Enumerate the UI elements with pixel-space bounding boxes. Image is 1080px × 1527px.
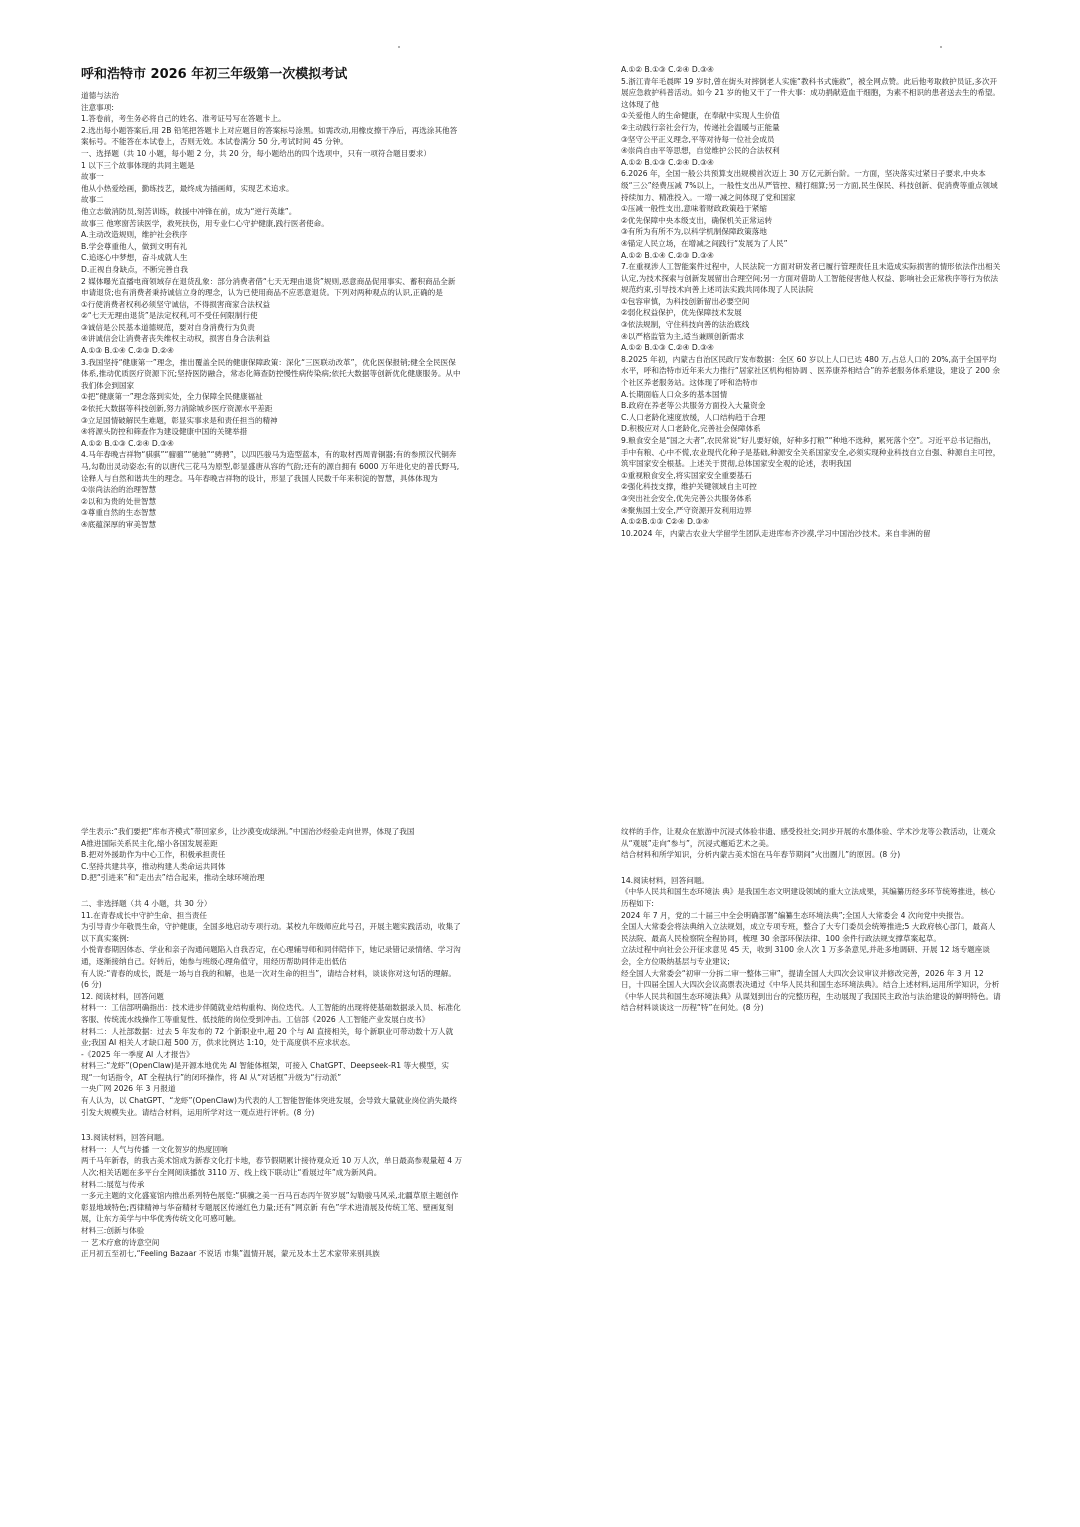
text-line: ①包容审慎，为科技创新留出必要空间	[621, 296, 750, 306]
text-line: ④聚焦国土安全,严守资源开发利用边界	[621, 505, 752, 515]
text-line: ④以严格监管为主,适当兼顾创新需求	[621, 331, 745, 341]
page-quadrant-bottom-left	[81, 826, 463, 1260]
text-line: 有人说:“青春的成长，既是一场与自我的和解，也是一次对生命的担当”，请结合材料，谈谈你对这句话的理解。(6 分)	[81, 968, 456, 990]
text-line: C.追逐心中梦想，奋斗成就人生	[81, 253, 188, 263]
text-line: 一 艺术疗愈的诗意空间	[81, 1237, 160, 1247]
text-line: ④崇尚自由平等思想，自觉维护公民的合法权利	[621, 146, 780, 156]
text-line: 材料二:展览与传承	[81, 1179, 145, 1189]
text-line: D.积极应对人口老龄化,完善社会保障体系	[621, 424, 761, 434]
text-line: 材料三:创新与体验	[81, 1226, 145, 1235]
text-line: 结合材料和所学知识，分析内蒙古美术馆在马年春节期间“火出圈儿”的原因。(8 分)	[621, 850, 901, 860]
text-line: 经全国人大常委会“初审一分拆二审一整体三审”，提请全国人大四次会议审议并修改完善，2026 年 3 月 12 日，十四届全国人大四次会议高票表决通过《中华人民共和国生态环境法典》。结合上述材料,运用所学知识，分析《中华人民共和国生态环境法典》从谋划到出台的完整历程，生动展现了我国民主政治与法治建设的鲜明特色。请结合材料谈谈这一历程“特”在何处。(8 分)	[621, 968, 1001, 1013]
text-line: 8.2025 年初，内蒙古自治区民政厅发布数据：全区 60 岁以上人口已达 480 万,占总人口的 20%,高于全国平均水平，呼和浩特市近年来大力推行“居家社区机构相协调 、医养康养相结合”的养老服务体系建设，建设了 200 余个社区养老服务站。这体现了呼和浩特市	[621, 354, 1000, 388]
text-line: ②依托大数据等科技创新,努力消除城乡医疗资源水平差距	[81, 404, 273, 414]
text-line: 9.粮食安全是“国之大者”,农民常说“好儿要好娘，好种多打粮”“种地不选种，累死落个空”。习近平总书记指出，手中有粮、心中不慌,农业现代化种子是基础,种源安全关系国家安全,必须实现种业科技自立自强、种源自主可控，筑牢国家安全根基。上述关于贯彻,总体国家安全观的论述，表明我国	[621, 436, 1001, 469]
text-line: ③诚信是公民基本道德规范，要对自身消费行为负责	[81, 322, 255, 332]
text-line: 一、选择题（共 10 小题，每小题 2 分，共 20 分，每小题给出的四个选项中，只有一项符合题目要求）	[81, 148, 431, 158]
text-line: 注意事项:	[81, 102, 114, 112]
text-line: ④锚定人民立场，在增减之间践行“发展为了人民”	[621, 238, 788, 248]
text-line: C.坚持共建共享，推动构建人类命运共同体	[81, 861, 226, 871]
text-line: 小悦青春期因体态、学业和亲子沟通问题陷入自我否定，在心理辅导师和同伴陪伴下，她记录错记录情绪、学习沟通，逐渐接纳自己。好转后，她参与班级心理角值守，用经历帮助同伴走出低估	[81, 945, 461, 966]
text-line: B.学会尊重他人，做到文明有礼	[81, 241, 188, 251]
exam-title: 呼和浩特市 2026 年初三年级第一次模拟考试	[81, 67, 348, 82]
text-line: 材料三:“龙虾”(OpenClaw)是开源本地优先 AI 智能体框架，可接入 ChatGPT、Deepseek-R1 等大模型，实现“一句话指令，AT 全程执行”的闭环操作，将 AI 从“对话框”升级为“行动派”	[81, 1061, 450, 1082]
text-line: 故事二	[81, 195, 104, 205]
text-line: 为引导青少年敬畏生命，守护健康，全国多地启动专项行动。某校九年级师应此号召，开展主题实践活动，收集了以下真实案例:	[81, 922, 461, 943]
text-line: ②强化科技支撑，维护关键领域自主可控	[621, 482, 757, 492]
text-line: A.主动改造规则，维护社会秩序	[81, 230, 188, 240]
spacer	[621, 861, 1001, 875]
text-line: A.①③ B.①④ C.②③ D.②④	[81, 346, 174, 356]
text-line: 4.马年春晚吉祥物“骐骐”“骝骝”“驰驰”“骋骋”，以四匹骏马为造型蓝本，有的取材西周青铜器;有的参照汉代铜奔马,勾勒出灵动姿态;有的以唐代三花马为原型,彰显盛唐从容的气韵;还有的源自拥有 6000 万年进化史的普氏野马,诠释人与自然和谐共生的理念。马年春晚吉祥物的设计，形显了我国人民数千年来积淀的智慧，具体体现为	[81, 450, 460, 483]
text-line: 5.浙江青年毛晨晖 19 岁时,曾在街头对摔倒老人实施“教科书式施救”，被全网点赞。此后他考取救护员证,多次开展应急救护科普活动。如今 21 岁的他又干了一件大事：成功捐献造血干细胞，为素不相识的患者送去生的希望。这体现了他	[621, 76, 1000, 109]
text-line: D.把“引进来”和“走出去”结合起来，推动全球环境治理	[81, 873, 265, 883]
text-line: 正月初五至初七,“Feeling Bazaar 不说话 市集”温情开展，蒙元及本土艺术家带来别具族	[81, 1249, 380, 1259]
text-line: ②主动践行亲社会行为，传递社会温暖与正能量	[621, 122, 780, 132]
text-line: ③有所为有所不为,以科学机制保障政策落地	[621, 227, 767, 237]
text-line: ①压减一般性支出,意味着财政政策趋于紧缩	[621, 204, 767, 214]
text-line: A推进国际关系民主化,缩小各国发展差距	[81, 838, 218, 848]
text-line: 他从小热爱绘画，勤练技艺，最终成为插画师，实现艺术追求。	[81, 183, 294, 193]
text-line: 学生表示:“我们要把“库布齐模式”带回家乡，让沙漠变成绿洲。”中国治沙经验走向世界，体现了我国	[81, 827, 415, 836]
text-line: 3.我国坚持“健康第一”理念，推出覆盖全民的健康保障政策：深化“三医联动改革”，优化医保报销;健全全民医保体系,推动优质医疗资源下沉;坚持医防融合，常态化筛查防控慢性病传染病;依托大数据等创新优化健康服务。从中我们体会到国家	[81, 357, 461, 390]
text-block	[621, 826, 1001, 1014]
text-line: ①关爱他人的生命健康，在奉献中实现人生价值	[621, 111, 780, 121]
text-line: -《2025 年一季度 AI 人才报告》	[81, 1049, 194, 1059]
text-line: ②“七天无理由退货”是法定权利,可不受任何限制行使	[81, 311, 258, 321]
text-block	[81, 826, 463, 1260]
text-line: 材料一：人气与传播 一文化贺岁的热度回响	[81, 1144, 228, 1154]
text-line: ②以和为贵的处世智慧	[81, 496, 157, 506]
spacer	[81, 1118, 463, 1132]
spacer	[81, 884, 463, 898]
corner-mark	[398, 46, 400, 48]
text-line: 1.答卷前，考生务必将自己的姓名、准考证号写在答题卡上。	[81, 114, 286, 124]
text-line: 二、非选择题（共 4 小题，共 30 分）	[81, 898, 212, 908]
text-line: 2024 年 7 月，党的二十届三中全会明确部署“编纂生态环境法典”;全国人大常委会 4 次向党中央报告。	[621, 910, 969, 920]
text-line: ③尊重自然的生态智慧	[81, 508, 157, 518]
text-line: A.①② B.①③ C.②④ D.③④	[621, 65, 714, 74]
text-line: B.政府在养老等公共服务方面投入大量资金	[621, 401, 766, 411]
text-block	[621, 64, 1001, 539]
text-line: 纹样的手作，让观众在旅游中沉浸式体验非遗、感受投社交;同步开展的水墨体验、学术沙龙等公教活动，让观众从“观展”走向“参与”，沉浸式邂逅艺术之美。	[621, 827, 996, 848]
text-line: 立法过程中向社会公开征求意见 45 天，收到 3100 余人次 1 万多条意见,并赴多地调研、开展 12 场专题座谈会，全方位吸纳基层与专业建议;	[621, 945, 990, 966]
text-line: ①重视粮食安全,将实国家安全重要基石	[621, 470, 752, 480]
text-line: 一多元主题的文化盛宴馆内推出系列特色展览:“骐骥之美一百马百态丙午贺岁展”勾勒骏马风采,北疆草原主题创作彰显地域特色;西律精神与华奋精材专题展区传递红色力量;还有“网京新 有色”学术进清展及传统工笔、壁画复刻展，让东方美学与中华优秀传统文化可感可触。	[81, 1191, 459, 1224]
text-line: C.人口老龄化速度放缓，人口结构趋于合理	[621, 412, 766, 422]
text-line: A.①② B.①③ C.②④ D.③④	[621, 157, 714, 167]
text-line: ③坚守公平正义理念,平等对待每一位社会成员	[621, 134, 775, 144]
text-line: ②弱化权益保护，优先保障技术发展	[621, 308, 742, 318]
text-line: B.把对外援助作为中心工作，积极承担责任	[81, 850, 226, 860]
text-line: ①把“健康第一”理念落到实处，全力保障全民健康福祉	[81, 392, 263, 402]
text-line: 7.在重视涉人工智能案件过程中，人民法院一方面对研发者已履行管理责任且未造成实际损害的情形依法作出相关认定,为技术探索与创新发展留出合理空间;另一方面对借助人工智能侵害他人权益、影响社会正常秩序等行为依法规范约束,引导技术向善上述司法实践共同体现了人民法院	[621, 262, 1001, 295]
text-line: 有人认为，以 ChatGPT、“龙虾”(OpenClaw)为代表的人工智能智能体突进发展，会导致大量就业岗位消失最终引发大规模失业。请结合材料，运用所学对这一观点进行评析。(8 分)	[81, 1096, 458, 1117]
text-line: 12. 阅读材料，回答问题	[81, 991, 164, 1001]
text-line: 2 媒体曝光直播电商领域存在退货乱象：部分消费者借“七天无理由退货”规则,恶意商品促用事实、蓄积商品全新申请退货;也有消费者秉持诚信立身的理念，认为已使用商品不应恶意退货。下列对两种观点的认识,正确的是	[81, 276, 456, 298]
text-line: 10.2024 年，内蒙古农业大学留学生团队走进库布齐沙漠,学习中国治沙技术。来自非洲的留	[621, 528, 931, 538]
text-line: ④讲诚信会让消费者丧失维权主动权，损害自身合法利益	[81, 334, 271, 344]
text-line: 道德与法治	[81, 91, 119, 100]
text-line: 全国人大常委会将法典纳入立法规划，成立专项专班，整合了大专门委员会统筹推进;5 大政府核心部门，最高人民法院、最高人民检察院全程协同，梳理 30 余部环保法律、100 余件行政法规支撑草案起草。	[621, 922, 996, 943]
text-line: ④将源头防控和筛查作为建设健康中国的关键举措	[81, 427, 248, 437]
text-line: ③依法规制，守住科技向善的法治底线	[621, 320, 750, 330]
text-line: 他立志做消防员,刻苦训练，救援中冲锋在前，成为“逆行英雄”。	[81, 206, 297, 216]
text-line: 一央广网 2026 年 3 月报道	[81, 1084, 176, 1094]
page-quadrant-bottom-right	[621, 826, 1001, 1014]
text-line: ④底蕴深厚的审美智慧	[81, 519, 157, 529]
text-line: ③立足国情破解民生难题，彰显实事求是和责任担当的精神	[81, 415, 278, 425]
text-line: 材料二：人社部数据：过去 5 年发布的 72 个新职业中,超 20 个与 AI 直接相关，每个新职业可带动数十万人就业;我国 AI 相关人才缺口超 500 万，供求比例达 1:10，处于高度供不应求状态。	[81, 1026, 454, 1048]
text-line: ③突出社会安全,优先完善公共服务体系	[621, 493, 752, 503]
text-line: 两千马年新春，的我古美术馆成为新春文化打卡地，春节假期累计接待观众近 10 万人次，单日最高参观量超 4 万人次;相关话题在多平台全网阅读播放 3110 万、线上线下联动让“看展过年”成为新风尚。	[81, 1156, 463, 1178]
text-line: 11.在青春成长中守护生命、担当责任	[81, 910, 207, 920]
text-line: D.正视自身缺点，不断完善自我	[81, 264, 188, 274]
text-line: ①崇尚法治的治理智慧	[81, 485, 157, 495]
corner-mark	[940, 46, 942, 48]
text-line: A.①②B.①③ C②④ D.③④	[621, 517, 709, 527]
text-line: 14.阅读材料，回答问题。	[621, 875, 710, 885]
text-line: 13.阅读材料，回答问题。	[81, 1133, 170, 1143]
text-line: 材料一：工信部明确指出：技术进步伴随就业结构重构、岗位迭代。人工智能的出现将使基础数据录入员、标准化客服、传统流水线操作工等重复性、低技能的岗位受到冲击。工信部《2026 人工智能产业发展白皮书》	[81, 1003, 461, 1024]
page-quadrant-top-right	[621, 64, 1001, 539]
text-line: ①行使消费者权利必须坚守诚信，不得损害商家合法权益	[81, 299, 271, 309]
text-block	[81, 90, 463, 531]
text-line: 故事三 他寒窗苦读医学，救死扶伤，用专业仁心守护健康,践行医者使命。	[81, 218, 329, 228]
text-line: A.①② B.①④ C.②③ D.③④	[621, 250, 714, 260]
text-line: ②优先保障中央本级支出，确保机关正常运转	[621, 215, 773, 225]
text-line: A.①② B.①③ C.②④ D.③④	[81, 438, 174, 448]
text-line: A.①② B.①③ C.②④ D.③④	[621, 343, 714, 353]
text-line: 《中华人民共和国生态环境法 典》是我国生态文明建设领域的重大立法成果，其编纂历经多环节统筹推进，核心历程如下:	[621, 887, 996, 908]
text-line: A.长期面临人口众多的基本国情	[621, 389, 728, 399]
text-line: 故事一	[81, 172, 104, 182]
text-line: 2.选出每小题答案后,用 2B 铅笔把答题卡上对应题目的答案标号涂黑。如需改动,用橡皮擦干净后，再选涂其他答案标号。不能答在本试卷上，否则无效。本试卷满分 50 分,考试时间 45 分钟。	[81, 125, 458, 147]
page-quadrant-top-left	[81, 64, 463, 531]
text-line: 1 以下三个故事体现的共同主题是	[81, 160, 195, 170]
text-line: 6.2026 年，全国一般公共预算支出规模首次迈上 30 万亿元新台阶。一方面，坚决落实过紧日子要求,中央本级“三公”经费压减 7%以上，一般性支出从严管控、精打细算;另一方面,民生保民、科技创新、促消费等重点领域持续加力、精准投入。一增一减之间体现了党和国家	[621, 169, 998, 202]
